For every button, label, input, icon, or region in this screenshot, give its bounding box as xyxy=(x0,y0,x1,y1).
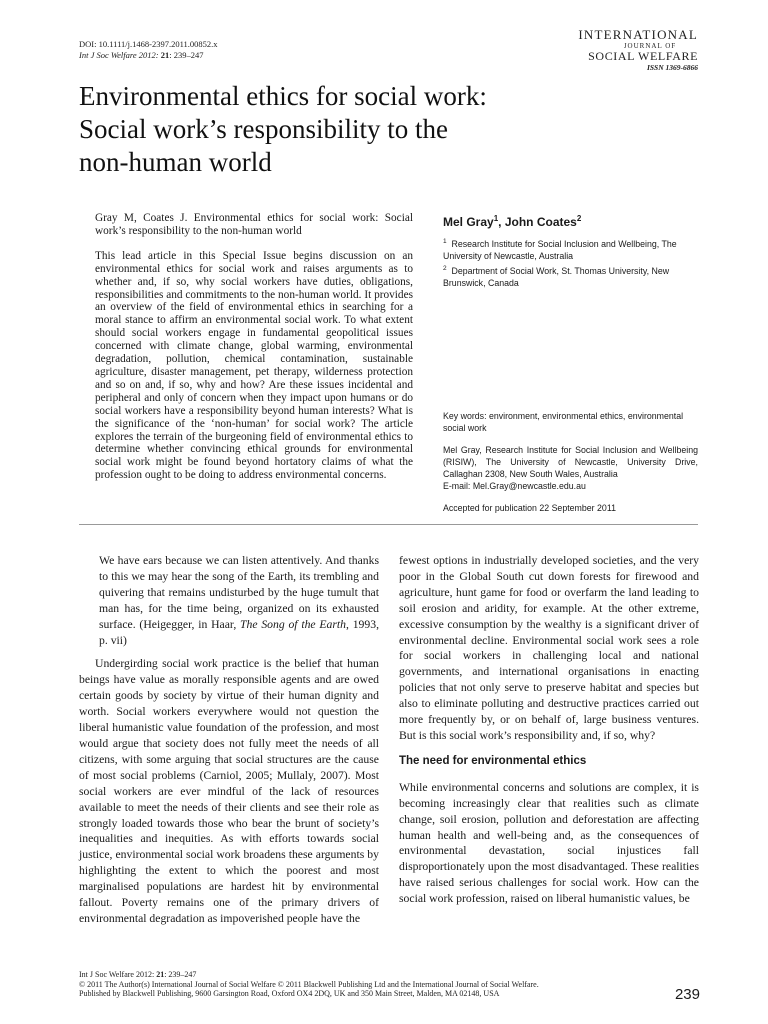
publisher: Published by Blackwell Publishing, 9600 Garsington Road, Oxford OX4 2DQ, UK and 350 Main Street, Malden, MA 02148, USA xyxy=(79,989,500,998)
author-separator: , xyxy=(498,215,505,229)
paragraph: While environmental concerns and solutions are complex, it is becoming increasingly clear that realities such as climate change, soil erosion, pollution and deforestation are affecting human health and well-being and, as the consequences of environmental devastation, social injustices fall disproportionately upon the most disadvantaged. These realities have raised serious challenges for social work. How can the social work profession, raised on liberal humanistic values, be xyxy=(399,780,699,906)
title-line: Social work’s responsibility to the xyxy=(79,114,448,144)
abstract-citation: Gray M, Coates J. Environmental ethics for social work: Social work’s responsibility to the non-human world xyxy=(95,212,413,237)
abstract xyxy=(95,212,413,494)
journal-citation: Int J Soc Welfare 2012: 21: 239–247 xyxy=(79,50,204,60)
correspondence xyxy=(443,444,698,492)
paragraph: Undergirding social work practice is the belief that human beings have value as morally responsible agents and are owed certain goods by society by virtue of their human dignity and worth. Social workers everywhere would not question the liberal humanistic value foundation of the profession, and most would argue that society does not fully meet the needs of all citizens, with some arguing that social structures are the cause of most social problems (Carniol, 2005; Mullaly, 2007). Most social workers are ever mindful of the lack of resources available to meet the needs of their clients and see their role as strongly loaded towards those who bear the brunt of society’s inequalities and inequities. As with efforts towards social justice, environmental social work broadens these arguments by highlighting the extent to which the poorest and most marginalised populations are hardest hit by environmental fallout. Poverty remains one of the primary drivers of environmental degradation as impoverished people have the xyxy=(79,657,379,925)
author-name: John Coates xyxy=(504,215,577,229)
copyright: © 2011 The Author(s) International Journal of Social Welfare © 2011 Blackwell Publishing Ltd and the International Journal of Social Welfare. xyxy=(79,979,539,989)
page-number: 239 xyxy=(674,986,700,1003)
author-name: Mel Gray xyxy=(443,215,494,229)
section-divider xyxy=(79,524,698,525)
footer-citation: Int J Soc Welfare 2012: 21: 239–247 xyxy=(79,970,197,979)
affiliations xyxy=(443,236,698,290)
journal-name-line1: INTERNATIONAL xyxy=(578,27,698,42)
issn: ISSN 1369-6866 xyxy=(646,63,698,72)
article-title xyxy=(79,80,639,179)
accepted-date: Accepted for publication 22 September 2011 xyxy=(443,503,616,513)
journal-name-line3: SOCIAL WELFARE xyxy=(588,49,698,63)
journal-name-line2: JOURNAL OF xyxy=(623,42,677,50)
page-footer xyxy=(79,970,639,999)
paragraph: fewest options in industrially developed societies, and the very poor in the Global South cut down forests for firewood and agriculture, hunt game for food or overfarm the land leading to soil erosion and aridity, for example. At the other extreme, excessive consumption by the wealthy is a significant driver of environmental decline. Environmental social work sees a role for social workers in challenging local and national governments, and international organisations in enacting policies that not only serve to preserve habitat and species but also to eliminate polluting and destructive practices carried out more frequently by, or on behalf of, large business ventures. But is this social work’s responsibility and, if so, why? xyxy=(399,554,699,742)
section-heading: The need for environmental ethics xyxy=(399,754,587,767)
article-metadata xyxy=(79,39,218,61)
keywords: Key words: environment, environmental ethics, environmental social work xyxy=(443,411,684,433)
abstract-body: This lead article in this Special Issue begins discussion on an environmental ethics for social work and raises arguments as to whether and, if so, why social workers have duties, obligations, responsibilities and commitments to the non-human world. It provides an overview of the field of environmental ethics in searching for a moral stance to affirm an environmental social work. To what extent should social workers engage in fundamental geopolitical issues concerned with climate change, global warming, environmental degradation, pollution, chemical contamination, sustainable agriculture, disaster management, pet therapy, wilderness protection and so on and, if so, why and how? Are these issues incidental and peripheral and only of concern when they impact upon humans or do social workers have a responsibility beyond human interests? What is the significance of the ‘non-human’ for social work? The article explores the terrain of the burgeoning field of environmental ethics to determine whether convincing ethical grounds for environmental social work might be found beyond hortatory claims of what the profession ought to be doing to address environmental concerns. xyxy=(95,249,413,482)
title-line: Environmental ethics for social work: xyxy=(79,81,487,111)
title-line: non-human world xyxy=(79,147,272,177)
journal-masthead xyxy=(562,28,698,73)
author-affiliation-mark: 1 xyxy=(493,214,499,223)
affiliation: $^1$ Research Institute for Social Inclusion and Wellbeing, The University of Newcastle, Australia xyxy=(443,238,677,261)
body-column-right xyxy=(399,553,699,915)
epigraph: We have ears because we can listen attentively. And thanks to this we may hear the song of the Earth, its trembling and quivering that remains undisturbed by the huge tumult that man has, for the time being, organized on its exhausted surface. (Heigegger, in Haar, The Song of the Earth, 1993, p. vii) xyxy=(99,554,379,647)
author-list xyxy=(443,212,698,229)
correspondence-address: Mel Gray, Research Institute for Social Inclusion and Wellbeing (RISIW), The University of Newcastle, University Drive, Callaghan 2308, New South Wales, Australia xyxy=(443,445,698,479)
doi: DOI: 10.1111/j.1468-2397.2011.00852.x xyxy=(79,39,218,49)
correspondence-email: E-mail: Mel.Gray@newcastle.edu.au xyxy=(443,481,586,491)
affiliation: $^2$ Department of Social Work, St. Thomas University, New Brunswick, Canada xyxy=(443,264,670,288)
author-affiliation-mark: 2 xyxy=(576,214,582,223)
body-column-left xyxy=(79,553,379,935)
